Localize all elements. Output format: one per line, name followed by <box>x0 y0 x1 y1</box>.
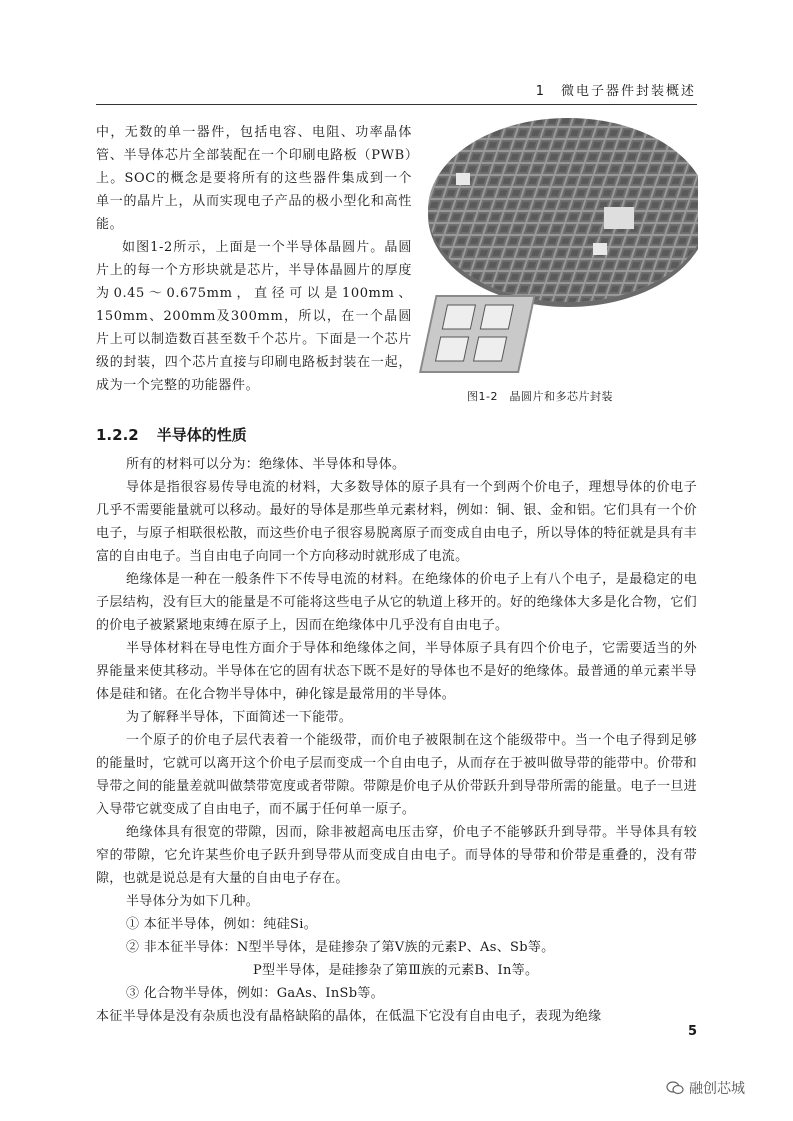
body-paragraph: 所有的材料可以分为：绝缘体、半导体和导体。 <box>126 457 406 472</box>
body-paragraph: 绝缘体是一种在一般条件下不传导电流的材料。在绝缘体的价电子上有八个电子，是最稳定的电子层结构，没有巨大的能量是不可能将这些电子从它的轨道上移开的。好的绝缘体大多是化合物，它们的价电子被紧紧地束缚在原子上，因而在绝缘体中几乎没有自由电子。 <box>96 572 697 633</box>
body-paragraph: 为了解释半导体，下面简述一下能带。 <box>126 710 353 725</box>
wafer-image <box>418 115 698 405</box>
body-paragraph: 一个原子的价电子层代表着一个能级带，而价电子被限制在这个能级带中。当一个电子得到足够的能量时，它就可以离开这个价电子层而变成一个自由电子，从而存在于被叫做导带的能带中。价带和导带之间的能量差就叫做禁带宽度或者带隙。带隙是价电子从价带跃升到导带所需的能量。电子一旦进入导带它就变成了自由电子，而不属于任何单一原子。 <box>96 733 697 817</box>
chapter-title: 1 微电子器件封装概述 <box>535 84 696 99</box>
intro-paragraph-2: 如图1-2所示，上面是一个半导体晶圆片。晶圆片上的每一个方形块就是芯片，半导体晶圆片的厚度为0.45～0.675mm，直径可以是100mm、150mm、200mm及300mm，所以，在一个晶圆片上可以制造数百甚至数千个芯片。下面是一个芯片级的封装，四个芯片直接与印刷电路板封装在一起，成为一个完整的功能器件。 <box>96 240 412 393</box>
watermark-text: 融创芯城 <box>689 1081 745 1097</box>
list-item: P型半导体，是硅掺杂了第Ⅲ族的元素B、In等。 <box>253 963 539 978</box>
header-rule <box>96 104 697 105</box>
body-paragraph-last: 本征半导体是没有杂质也没有晶格缺陷的晶体，在低温下它没有自由电子，表现为绝缘 <box>96 1009 602 1024</box>
body-text <box>96 453 697 1028</box>
intro-paragraph-1: 中，无数的单一器件，包括电容、电阻、功率晶体管、半导体芯片全部装配在一个印刷电路板（PWB）上。SOC的概念是要将所有的这些器件集成到一个单一的晶片上，从而实现电子产品的极小型化和高性能。 <box>96 125 412 232</box>
section-title: 半导体的性质 <box>156 426 247 444</box>
running-header <box>96 80 696 100</box>
figure-caption: 图1-2 晶圆片和多芯片封装 <box>467 390 613 403</box>
body-paragraph: 半导体分为如下几种。 <box>126 894 260 909</box>
multichip-package <box>419 295 536 373</box>
section-number: 1.2.2 <box>96 426 139 444</box>
body-paragraph: 半导体材料在导电性方面介于导体和绝缘体之间，半导体原子具有四个价电子，它需要适当的外界能量来使其移动。半导体在它的固有状态下既不是好的导体也不是好的绝缘体。最普通的单元素半导体是硅和锗。在化合物半导体中，砷化镓是最常用的半导体。 <box>96 641 697 702</box>
list-item: ③ 化合物半导体，例如：GaAs、InSb等。 <box>126 986 384 1001</box>
section-heading <box>96 424 247 445</box>
list-item: ② 非本征半导体：N型半导体，是硅掺杂了第Ⅴ族的元素P、As、Sb等。 <box>126 940 555 955</box>
wafer-figure <box>418 115 698 405</box>
body-paragraph: 绝缘体具有很宽的带隙，因而，除非被超高电压击穿，价电子不能够跃升到导带。半导体具有较窄的带隙，它允许某些价电子跃升到导带从而变成自由电子。而导体的导带和价带是重叠的，没有带隙，也就是说总是有大量的自由电子存在。 <box>96 825 697 886</box>
intro-column <box>96 121 412 397</box>
watermark <box>666 1078 745 1098</box>
page-number: 5 <box>687 1024 697 1039</box>
chat-bubble-icon <box>666 1081 684 1095</box>
list-item: ① 本征半导体，例如：纯硅Si。 <box>126 917 317 932</box>
body-paragraph: 导体是指很容易传导电流的材料，大多数导体的原子具有一个到两个价电子，理想导体的价电子几乎不需要能量就可以移动。最好的导体是那些单元素材料，例如：铜、银、金和铝。它们具有一个价电子，与原子相联很松散，而这些价电子很容易脱离原子而变成自由电子，所以导体的特征就是具有丰富的自由电子。当自由电子向同一个方向移动时就形成了电流。 <box>96 480 697 564</box>
